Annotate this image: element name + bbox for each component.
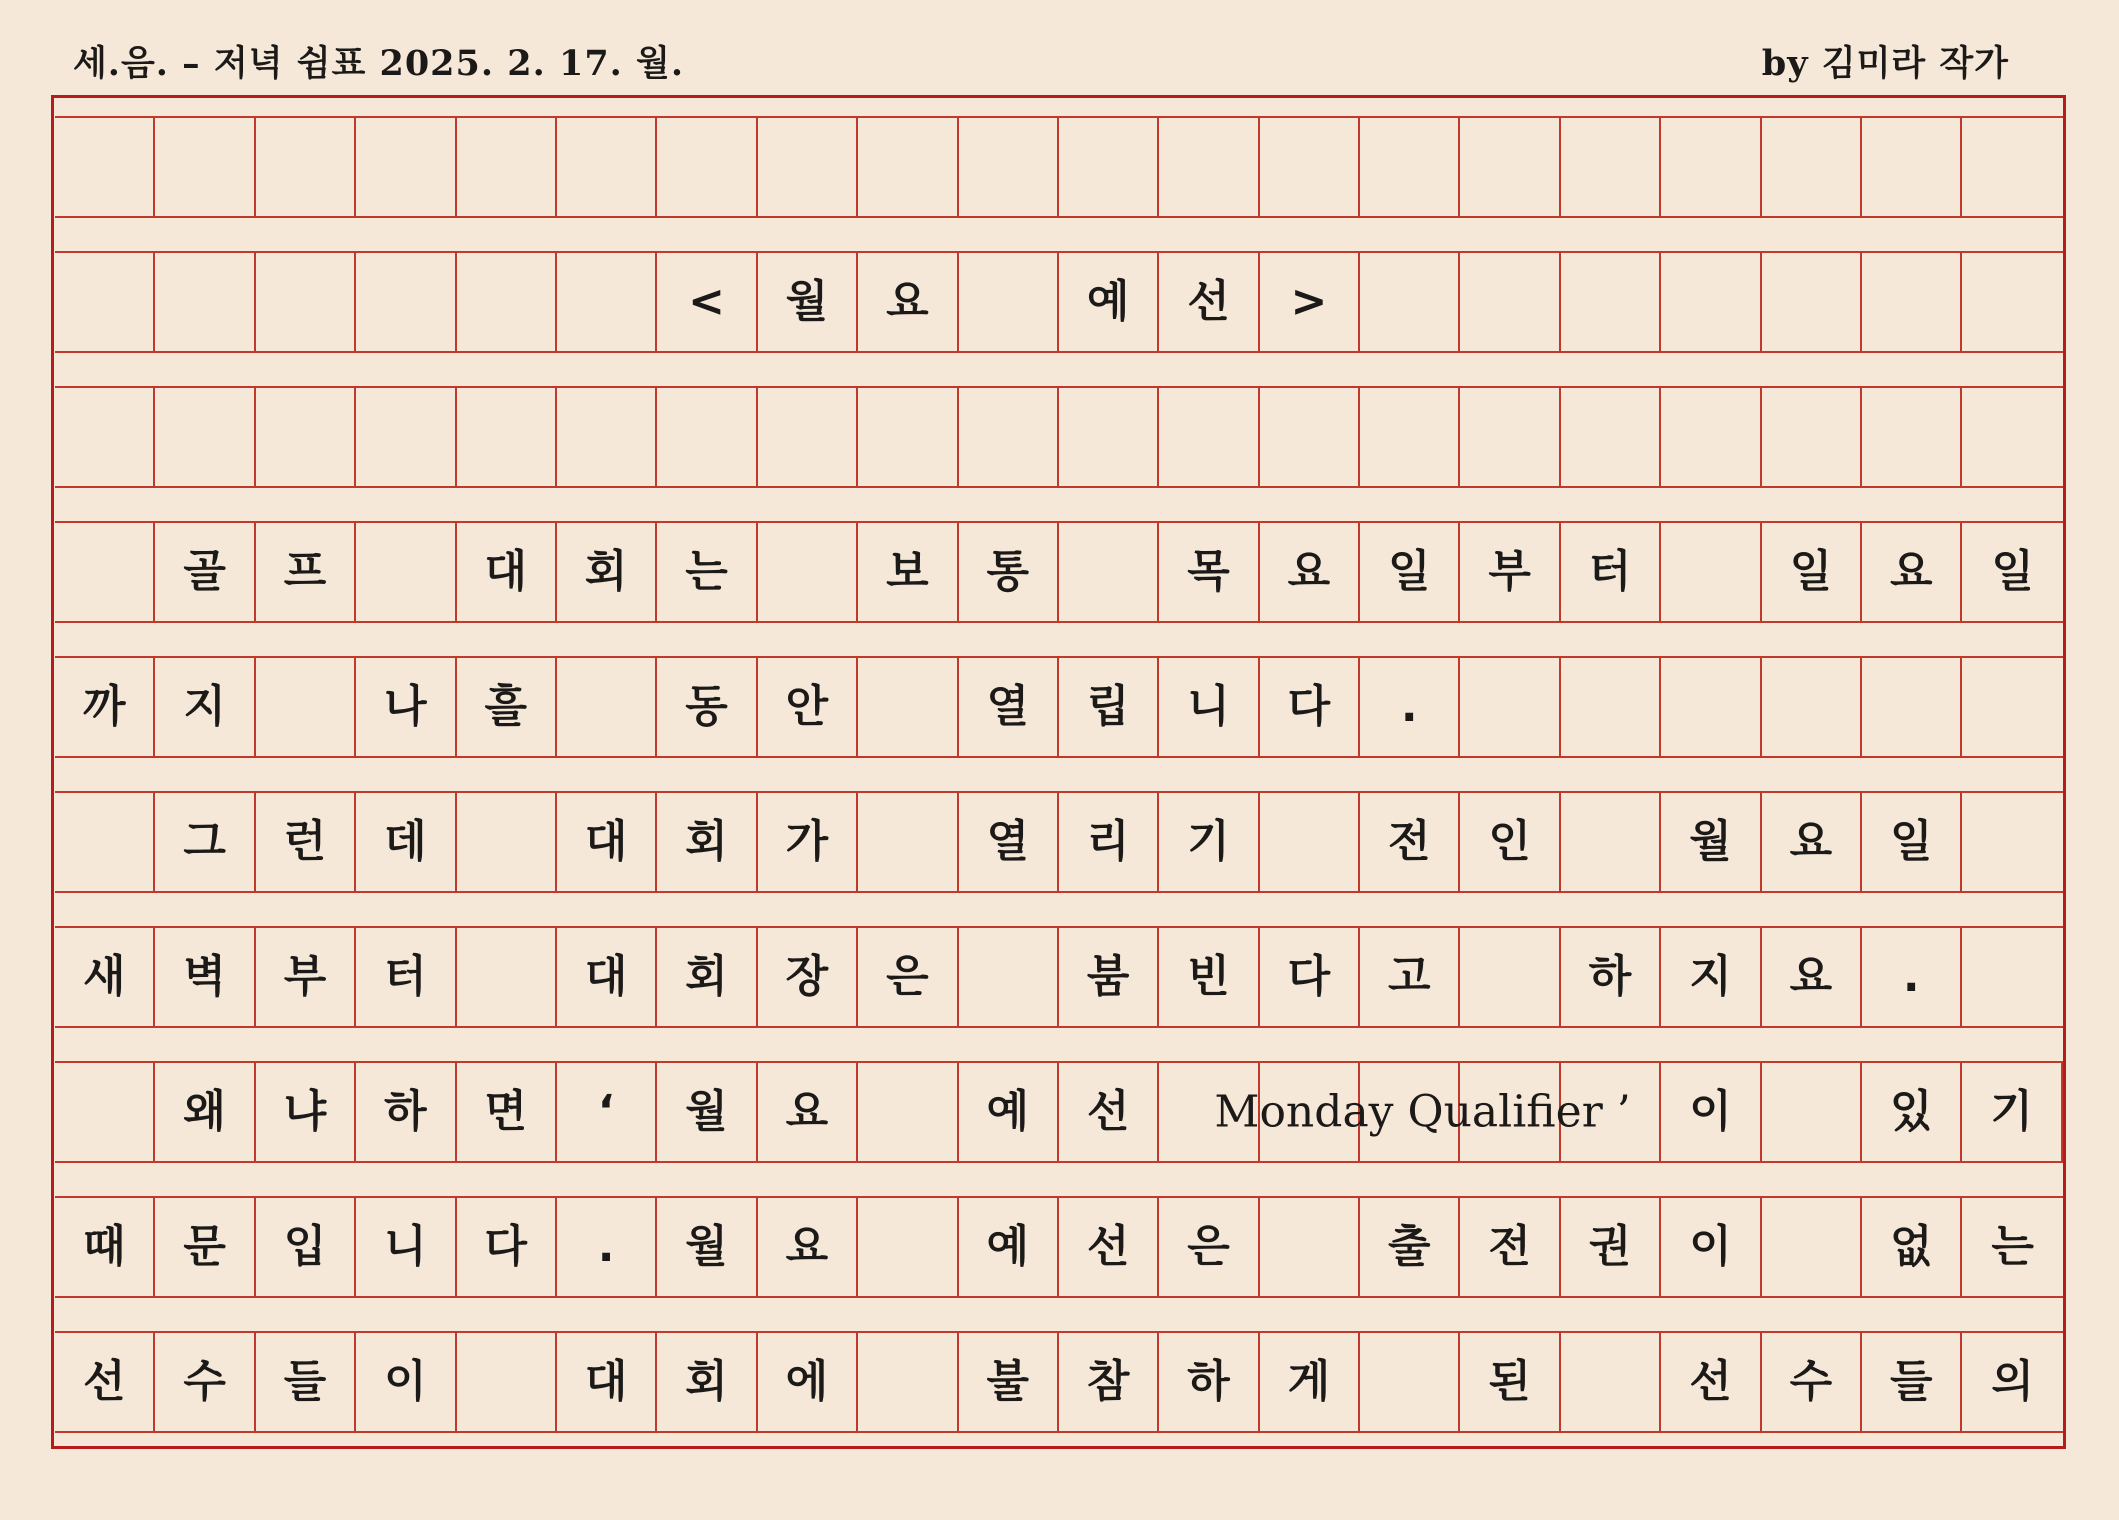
grid-cell: . xyxy=(1862,928,1962,1026)
grid-cell: 는 xyxy=(1991,1221,2034,1272)
grid-cell: 나 xyxy=(356,658,456,756)
grid-cell xyxy=(959,118,1059,216)
manuscript-sheet xyxy=(51,95,2066,1449)
grid-cell: 요 xyxy=(1862,523,1962,621)
grid-cell: 수 xyxy=(1762,1333,1862,1431)
grid-cell xyxy=(457,928,557,1026)
grid-row xyxy=(55,251,2063,353)
grid-cell: 대 xyxy=(457,523,557,621)
grid-row xyxy=(55,926,2063,1028)
grid-cell xyxy=(1561,1333,1661,1431)
grid-cell xyxy=(55,118,155,216)
grid-cell: 냐 xyxy=(256,1063,356,1161)
grid-cell xyxy=(457,388,557,486)
grid-cell: 터 xyxy=(1561,523,1661,621)
grid-cell: 부 xyxy=(256,928,356,1026)
grid-cell xyxy=(356,523,456,621)
grid-cell: 요 xyxy=(858,253,958,351)
grid-cell: 목 xyxy=(1159,523,1259,621)
grid-cell xyxy=(55,253,155,351)
grid-cell xyxy=(1862,658,1962,756)
grid-cell xyxy=(557,253,657,351)
grid-cell xyxy=(1059,523,1159,621)
grid-cell: 에 xyxy=(758,1333,858,1431)
grid-cell xyxy=(959,253,1059,351)
grid-cell: 일 xyxy=(1762,523,1862,621)
grid-cell: 는 xyxy=(657,523,757,621)
grid-cell xyxy=(1260,1198,1360,1296)
grid-cell: 권 xyxy=(1561,1198,1661,1296)
grid-cell: 데 xyxy=(356,793,456,891)
manuscript-grid xyxy=(55,116,2063,1466)
grid-cell: 월 xyxy=(657,1198,757,1296)
grid-row xyxy=(55,656,2063,758)
grid-cell xyxy=(457,1333,557,1431)
grid-cell: 있 xyxy=(1862,1063,1962,1161)
grid-cell: 하 xyxy=(356,1063,456,1161)
grid-cell: 까 xyxy=(55,658,155,756)
grid-cell: 은 xyxy=(1159,1198,1259,1296)
grid-cell xyxy=(1360,1333,1460,1431)
grid-cell xyxy=(1962,253,2062,351)
grid-cell xyxy=(1762,388,1862,486)
grid-cell xyxy=(858,1333,958,1431)
grid-cell: 회 xyxy=(557,523,657,621)
grid-cell xyxy=(1561,658,1661,756)
grid-cell xyxy=(1962,658,2062,756)
grid-cell: 요 xyxy=(758,1063,858,1161)
grid-cell xyxy=(1561,793,1661,891)
grid-cell xyxy=(55,388,155,486)
grid-cell xyxy=(1360,388,1460,486)
grid-cell xyxy=(1962,388,2062,486)
grid-cell: 선 xyxy=(1661,1333,1761,1431)
grid-cell: 터 xyxy=(356,928,456,1026)
grid-cell: 일 xyxy=(1862,793,1962,891)
grid-cell: 이 xyxy=(356,1333,456,1431)
grid-cell: 지 xyxy=(155,658,255,756)
grid-cell xyxy=(1460,1063,1560,1161)
grid-cell: 예 xyxy=(959,1063,1059,1161)
grid-cell xyxy=(858,658,958,756)
grid-cell: 출 xyxy=(1360,1198,1460,1296)
grid-cell xyxy=(1862,118,1962,216)
grid-row xyxy=(55,386,2063,488)
grid-cell: 골 xyxy=(155,523,255,621)
grid-cell xyxy=(1762,253,1862,351)
grid-cell xyxy=(657,118,757,216)
grid-cell: 하 xyxy=(1561,928,1661,1026)
grid-cell xyxy=(1059,388,1159,486)
grid-cell: 그 xyxy=(155,793,255,891)
grid-cell xyxy=(758,388,858,486)
grid-cell xyxy=(1661,388,1761,486)
grid-cell: 요 xyxy=(1260,523,1360,621)
grid-cell: 대 xyxy=(557,793,657,891)
grid-cell: 통 xyxy=(959,523,1059,621)
grid-cell: 선 xyxy=(1059,1063,1159,1161)
grid-cell xyxy=(1460,253,1560,351)
grid-cell xyxy=(55,793,155,891)
grid-cell: 다 xyxy=(457,1198,557,1296)
grid-cell: . xyxy=(557,1198,657,1296)
grid-cell: 리 xyxy=(1059,793,1159,891)
grid-cell xyxy=(1460,388,1560,486)
grid-cell: 립 xyxy=(1059,658,1159,756)
grid-cell xyxy=(1962,793,2062,891)
grid-cell xyxy=(356,388,456,486)
grid-cell: 왜 xyxy=(155,1063,255,1161)
grid-cell: 들 xyxy=(256,1333,356,1431)
grid-cell: 장 xyxy=(758,928,858,1026)
grid-cell: 월 xyxy=(1661,793,1761,891)
grid-cell: 요 xyxy=(1762,928,1862,1026)
grid-cell xyxy=(758,118,858,216)
grid-cell: 벽 xyxy=(155,928,255,1026)
grid-cell: 대 xyxy=(557,1333,657,1431)
grid-cell: 지 xyxy=(1661,928,1761,1026)
grid-cell: 동 xyxy=(657,658,757,756)
grid-cell: 안 xyxy=(758,658,858,756)
grid-cell: 니 xyxy=(356,1198,456,1296)
grid-cell xyxy=(256,253,356,351)
grid-cell xyxy=(1561,1063,1661,1161)
grid-cell: 이 xyxy=(1661,1198,1761,1296)
grid-cell xyxy=(155,118,255,216)
grid-cell: 들 xyxy=(1862,1333,1962,1431)
grid-cell xyxy=(457,793,557,891)
grid-cell xyxy=(1260,1063,1360,1161)
grid-cell: 회 xyxy=(657,793,757,891)
grid-cell xyxy=(657,388,757,486)
grid-cell: 새 xyxy=(55,928,155,1026)
grid-cell: 이 xyxy=(1661,1063,1761,1161)
grid-cell xyxy=(1159,1063,1259,1161)
grid-cell xyxy=(1561,118,1661,216)
grid-cell: 부 xyxy=(1460,523,1560,621)
grid-row xyxy=(55,1061,2063,1163)
grid-cell: 선 xyxy=(1159,253,1259,351)
grid-cell: 월 xyxy=(758,253,858,351)
grid-row xyxy=(55,1196,2063,1298)
grid-cell xyxy=(1059,118,1159,216)
grid-cell xyxy=(1260,388,1360,486)
grid-cell: 요 xyxy=(758,1198,858,1296)
grid-cell: 빈 xyxy=(1159,928,1259,1026)
grid-cell xyxy=(1159,118,1259,216)
grid-cell: 기 xyxy=(1159,793,1259,891)
grid-cell xyxy=(457,118,557,216)
grid-cell: 흘 xyxy=(457,658,557,756)
grid-cell: 일 xyxy=(1360,523,1460,621)
grid-cell: 게 xyxy=(1260,1333,1360,1431)
grid-cell xyxy=(1661,523,1761,621)
grid-cell: 문 xyxy=(155,1198,255,1296)
grid-row xyxy=(55,116,2063,218)
grid-cell: 프 xyxy=(256,523,356,621)
grid-cell: 인 xyxy=(1460,793,1560,891)
grid-cell xyxy=(1360,253,1460,351)
monday-qualifier-text: Monday Qualifier ’ xyxy=(1214,1086,1631,1138)
grid-cell xyxy=(1762,658,1862,756)
grid-cell xyxy=(1762,118,1862,216)
grid-cell: 불 xyxy=(959,1333,1059,1431)
grid-cell xyxy=(858,793,958,891)
grid-cell xyxy=(1561,253,1661,351)
grid-cell: 다 xyxy=(1260,658,1360,756)
grid-cell: 참 xyxy=(1059,1333,1159,1431)
grid-cell xyxy=(858,1063,958,1161)
grid-cell xyxy=(1762,1198,1862,1296)
grid-cell xyxy=(1661,658,1761,756)
grid-cell xyxy=(858,118,958,216)
grid-cell: 고 xyxy=(1360,928,1460,1026)
grid-cell xyxy=(557,658,657,756)
grid-cell: 전 xyxy=(1460,1198,1560,1296)
grid-cell: 회 xyxy=(657,1333,757,1431)
grid-cell: 면 xyxy=(457,1063,557,1161)
grid-cell: 요 xyxy=(1762,793,1862,891)
grid-cell: 된 xyxy=(1460,1333,1560,1431)
grid-cell xyxy=(959,388,1059,486)
grid-cell xyxy=(1862,388,1962,486)
grid-cell xyxy=(256,658,356,756)
grid-cell: 가 xyxy=(758,793,858,891)
grid-cell xyxy=(1260,793,1360,891)
grid-cell: 런 xyxy=(256,793,356,891)
grid-cell xyxy=(1460,118,1560,216)
grid-cell: 의 xyxy=(1991,1356,2034,1407)
grid-cell xyxy=(256,388,356,486)
grid-cell: 월 xyxy=(657,1063,757,1161)
grid-row xyxy=(55,521,2063,623)
grid-cell: 전 xyxy=(1360,793,1460,891)
grid-row xyxy=(55,1331,2063,1433)
grid-cell xyxy=(959,928,1059,1026)
grid-cell xyxy=(1661,118,1761,216)
grid-cell xyxy=(55,523,155,621)
grid-cell xyxy=(356,118,456,216)
grid-cell xyxy=(1762,1063,1862,1161)
grid-cell xyxy=(758,523,858,621)
grid-cell: < xyxy=(657,253,757,351)
grid-cell xyxy=(1460,658,1560,756)
grid-cell xyxy=(1661,253,1761,351)
grid-cell xyxy=(557,388,657,486)
grid-cell: 일 xyxy=(1991,546,2034,597)
grid-row xyxy=(55,791,2063,893)
grid-cell: ‘ xyxy=(557,1063,657,1161)
grid-cell: 기 xyxy=(1962,1063,2062,1161)
grid-cell: 없 xyxy=(1862,1198,1962,1296)
grid-cell xyxy=(1260,118,1360,216)
grid-cell: 때 xyxy=(55,1198,155,1296)
grid-cell: 입 xyxy=(256,1198,356,1296)
grid-cell xyxy=(256,118,356,216)
page-header-author: by 김미라 작가 xyxy=(1761,43,2009,84)
grid-cell: 예 xyxy=(1059,253,1159,351)
grid-cell: 열 xyxy=(959,658,1059,756)
grid-cell: 대 xyxy=(557,928,657,1026)
grid-cell xyxy=(858,1198,958,1296)
grid-cell: 은 xyxy=(858,928,958,1026)
grid-cell: 회 xyxy=(657,928,757,1026)
grid-cell xyxy=(155,388,255,486)
grid-cell xyxy=(1460,928,1560,1026)
grid-cell: 선 xyxy=(55,1333,155,1431)
grid-cell xyxy=(1360,1063,1460,1161)
grid-cell: 선 xyxy=(1059,1198,1159,1296)
grid-cell: > xyxy=(1260,253,1360,351)
grid-cell: 니 xyxy=(1159,658,1259,756)
grid-cell: 하 xyxy=(1159,1333,1259,1431)
grid-cell xyxy=(155,253,255,351)
grid-cell: 보 xyxy=(858,523,958,621)
grid-cell: 다 xyxy=(1260,928,1360,1026)
grid-cell xyxy=(557,118,657,216)
grid-cell: 붐 xyxy=(1059,928,1159,1026)
grid-cell xyxy=(858,388,958,486)
grid-cell xyxy=(1962,928,2062,1026)
grid-cell xyxy=(1360,118,1460,216)
grid-cell: 열 xyxy=(959,793,1059,891)
grid-cell xyxy=(55,1063,155,1161)
grid-cell: 예 xyxy=(959,1198,1059,1296)
grid-cell: 수 xyxy=(155,1333,255,1431)
page-header-title: 세.음. – 저녁 쉼표 2025. 2. 17. 월. xyxy=(73,43,685,84)
grid-cell xyxy=(1159,388,1259,486)
grid-cell xyxy=(1962,118,2062,216)
grid-cell xyxy=(457,253,557,351)
grid-cell: . xyxy=(1360,658,1460,756)
grid-cell xyxy=(356,253,456,351)
grid-cell xyxy=(1561,388,1661,486)
grid-cell xyxy=(1862,253,1962,351)
